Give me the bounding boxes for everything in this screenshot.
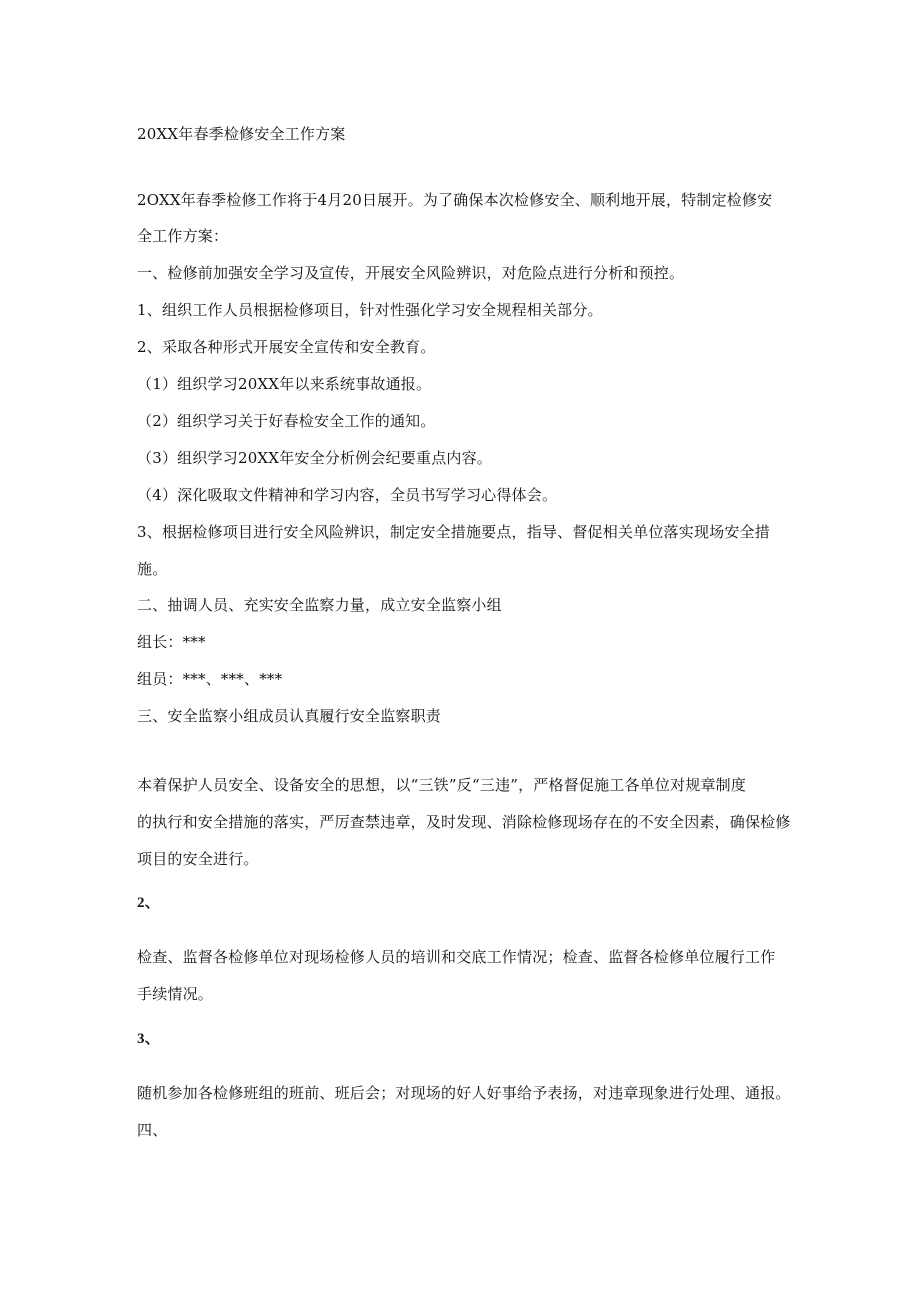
section-1-item-3-line-2: 施。	[137, 560, 168, 578]
section-1-sub-3: （3）组织学习20XX年安全分析例会纪要重点内容。	[137, 449, 492, 467]
section-3-number-3: 3、	[137, 1031, 160, 1047]
section-3-para-1-line-1: 本着保护人员安全、设备安全的思想，以“三铁”反“三违”，严格督促施工各单位对规章制度	[137, 776, 747, 794]
section-3-heading: 三、安全监察小组成员认真履行安全监察职责	[137, 707, 442, 725]
section-3-para-2-line-1: 检查、监督各检修单位对现场检修人员的培训和交底工作情况；检查、监督各检修单位履行工作	[137, 948, 776, 966]
section-1-sub-1: （1）组织学习20XX年以来系统事故通报。	[137, 375, 432, 393]
section-3-para-3: 随机参加各检修班组的班前、班后会；对现场的好人好事给予表扬，对违章现象进行处理、通报。	[137, 1084, 791, 1102]
section-1-item-1: 1、组织工作人员根据检修项目，针对性强化学习安全规程相关部分。	[137, 301, 603, 319]
document-title: 20XX年春季检修安全工作方案	[137, 125, 346, 143]
section-1-sub-2: （2）组织学习关于好春检安全工作的通知。	[137, 412, 436, 430]
section-3-para-1-line-3: 项目的安全进行。	[137, 850, 259, 868]
section-1-sub-4: （4）深化吸取文件精神和学习内容，全员书写学习心得体会。	[137, 486, 558, 504]
section-1-item-2: 2、采取各种形式开展安全宣传和安全教育。	[137, 338, 436, 356]
section-1-item-3-line-1: 3、根据检修项目进行安全风险辨识，制定安全措施要点，指导、督促相关单位落实现场安全措	[137, 523, 770, 541]
group-leader: 组长：***	[137, 633, 206, 651]
section-3-number-2: 2、	[137, 895, 160, 911]
intro-line-2: 全工作方案：	[137, 227, 229, 245]
section-2-heading: 二、抽调人员、充实安全监察力量，成立安全监察小组	[137, 596, 502, 614]
intro-line-1: 2OXX年春季检修工作将于4月20日展开。为了确保本次检修安全、顺利地开展，特制定检修安	[137, 191, 773, 209]
section-3-para-2-line-2: 手续情况。	[137, 985, 214, 1003]
group-members: 组员：***、***、***	[137, 670, 283, 688]
section-3-para-1-line-2: 的执行和安全措施的落实，严厉查禁违章，及时发现、消除检修现场存在的不安全因素，确保检修	[137, 813, 791, 831]
section-1-heading: 一、检修前加强安全学习及宣传，开展安全风险辨识，对危险点进行分析和预控。	[137, 264, 685, 282]
section-4-heading: 四、	[137, 1121, 168, 1139]
